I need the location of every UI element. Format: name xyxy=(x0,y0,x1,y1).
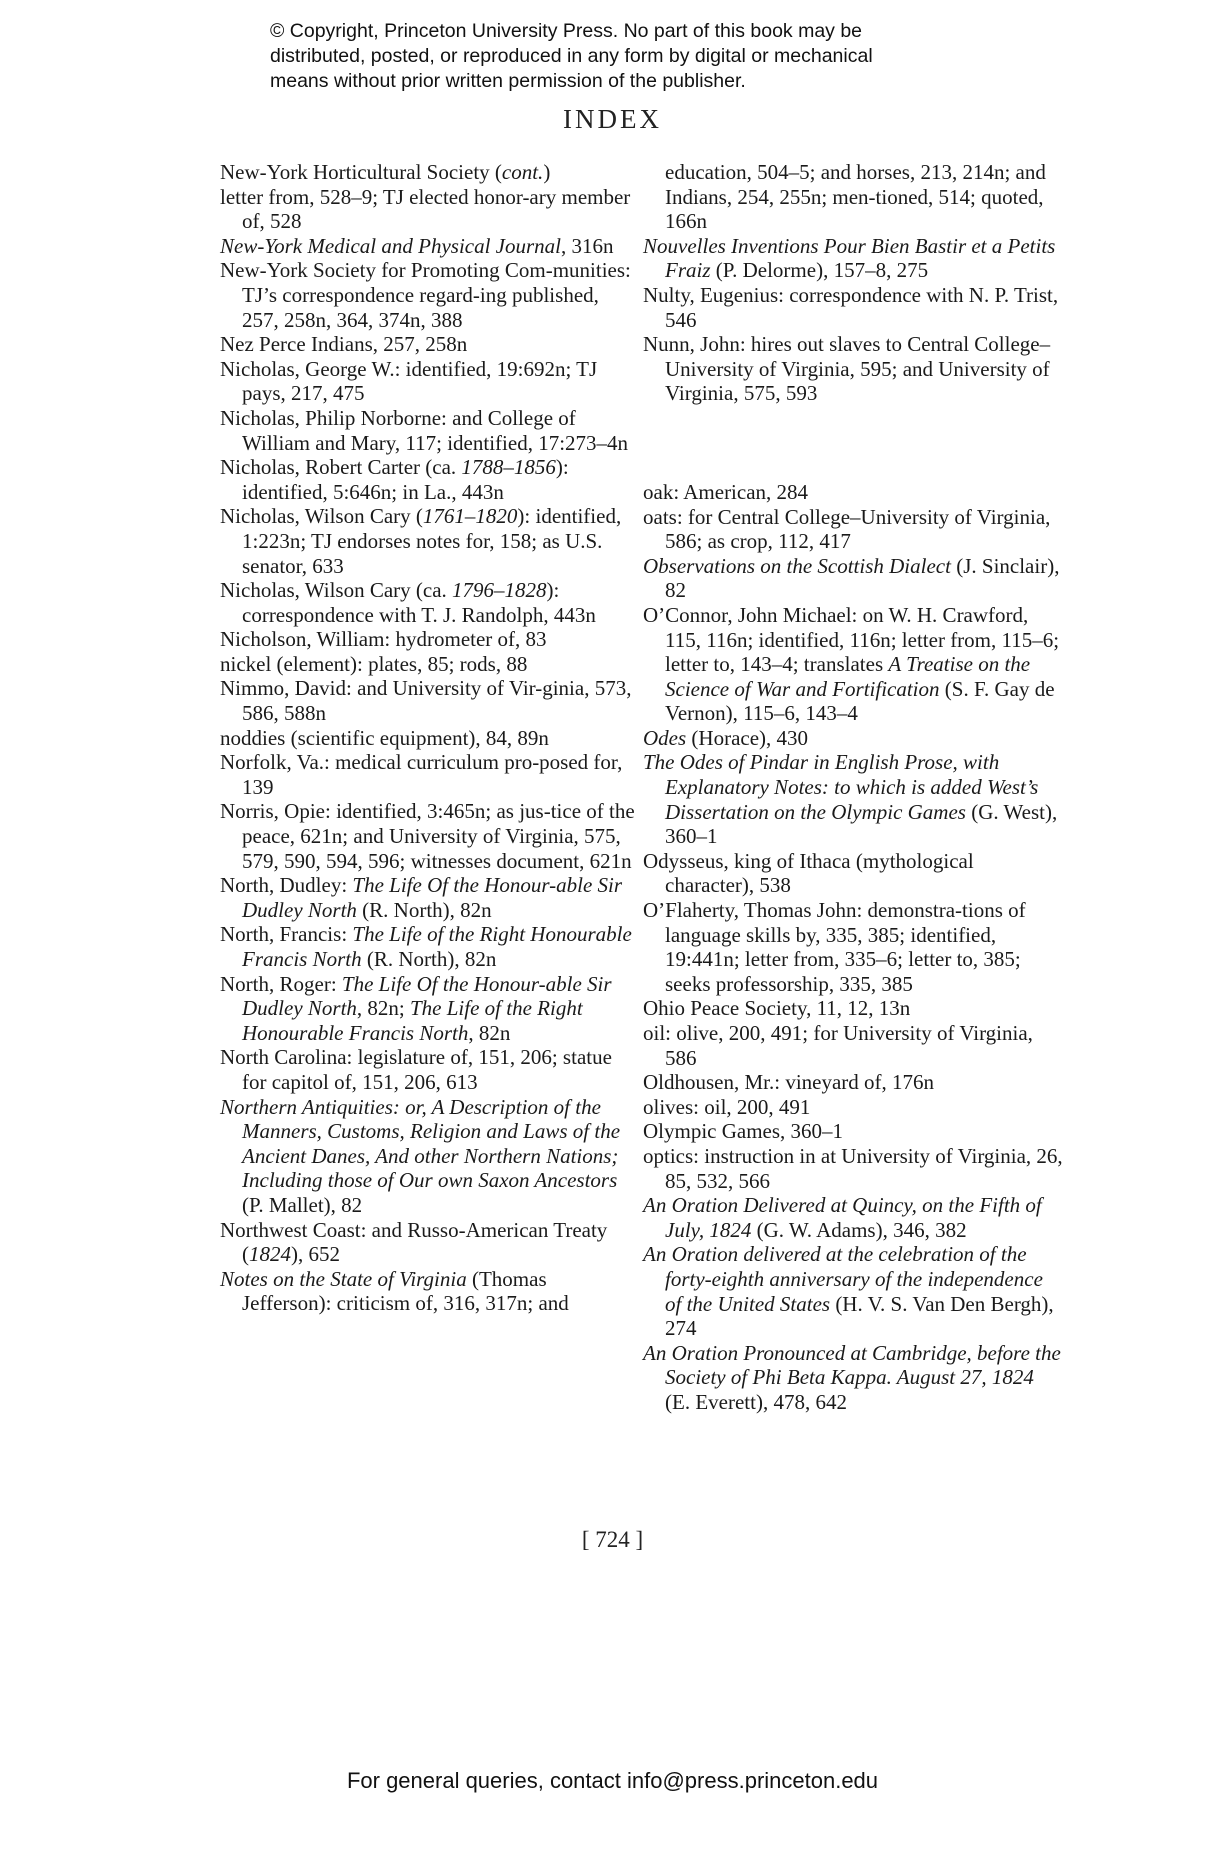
entry-text: oats: for Central College–University of Virginia, 586; as crop, 112, 417 xyxy=(643,504,1051,554)
entry-text: (G. W. Adams), 346, 382 xyxy=(751,1217,967,1242)
index-entry xyxy=(643,1341,1063,1415)
entry-text: New-York Horticultural Society ( xyxy=(220,160,502,184)
entry-title-italic: The Life of the Right Honourable Francis North xyxy=(242,996,583,1045)
index-entry xyxy=(220,455,640,504)
entry-title-italic: cont. xyxy=(501,160,544,184)
entry-text: oil: olive, 200, 491; for University of Virginia, 586 xyxy=(643,1021,1033,1070)
section-divider xyxy=(643,406,1063,480)
entry-text: ): identified, 1:223n; TJ endorses notes for, 158; as U.S. senator, 633 xyxy=(242,504,622,578)
index-entry xyxy=(643,1119,1063,1144)
entry-title-italic: 1788–1856 xyxy=(461,455,556,480)
entry-text: New-York Society for Promoting Com-munities: TJ’s correspondence regard-ing published, 257, 258n, 364, 374n, 388 xyxy=(220,258,631,332)
entry-text: ): identified, 5:646n; in La., 443n xyxy=(242,455,569,504)
index-entry xyxy=(220,1218,640,1267)
index-entry xyxy=(220,750,640,799)
entry-text: (G. West), 360–1 xyxy=(665,799,1058,849)
index-section-n xyxy=(643,234,1063,406)
entry-text: Nez Perce Indians, 257, 258n xyxy=(220,332,468,357)
index-entry xyxy=(643,603,1063,726)
index-entry xyxy=(643,726,1063,751)
entry-title-italic: Observations on the Scottish Dialect xyxy=(643,553,951,578)
copyright-line-1: © Copyright, Princeton University Press. No part of this book may be xyxy=(270,20,863,42)
index-entry xyxy=(220,160,640,185)
entry-text: Olympic Games, 360–1 xyxy=(643,1119,844,1144)
index-entry xyxy=(220,873,640,922)
index-entry xyxy=(643,898,1063,996)
index-entry xyxy=(220,332,640,357)
entry-title-italic: The Life of the Right Honourable Francis North xyxy=(242,922,632,971)
page-number: [ 724 ] xyxy=(581,1527,644,1552)
index-entry xyxy=(643,283,1063,332)
entry-text: O’Flaherty, Thomas John: demonstra-tions of language skills by, 335, 385; identified, 19:441n; letter from, 335–6; letter to, 385; seeks professorship, 335, 385 xyxy=(643,898,1026,996)
index-entry xyxy=(220,1095,640,1218)
index-entry xyxy=(220,1045,640,1094)
entry-text: letter from, 528–9; TJ elected honor-ary member of, 528 xyxy=(220,184,631,234)
entry-text: North Carolina: legislature of, 151, 206; statue for capitol of, 151, 206, 613 xyxy=(220,1045,612,1094)
index-entry xyxy=(220,406,640,455)
entry-text: (R. North), 82n xyxy=(361,947,497,971)
copyright-line-3: means without prior written permission of the publisher. xyxy=(270,70,746,92)
entry-text: (H. V. S. Van Den Bergh), 274 xyxy=(665,1291,1054,1341)
entry-text: Nicholas, Wilson Cary ( xyxy=(220,504,423,529)
index-column-right xyxy=(643,160,1063,1415)
entry-text: (R. North), 82n xyxy=(356,897,492,922)
index-entry xyxy=(220,504,640,578)
entry-text: oak: American, 284 xyxy=(643,479,809,504)
index-entry xyxy=(220,676,640,725)
entry-text: (P. Mallet), 82 xyxy=(242,1192,363,1217)
entry-text: (S. F. Gay de Vernon), 115–6, 143–4 xyxy=(665,676,1055,726)
entry-title-italic: 1796–1828 xyxy=(452,578,547,603)
index-entry xyxy=(643,480,1063,505)
entry-text: Norfolk, Va.: medical curriculum pro-posed for, 139 xyxy=(220,750,623,799)
entry-title-italic: 1824 xyxy=(249,1242,291,1267)
entry-text: Nunn, John: hires out slaves to Central College–University of Virginia, 595; and University of Virginia, 575, 593 xyxy=(643,332,1051,406)
entry-text: olives: oil, 200, 491 xyxy=(643,1094,811,1119)
index-section-o xyxy=(643,480,1063,1415)
entry-text: North, Dudley: xyxy=(220,873,353,898)
index-entry xyxy=(643,996,1063,1021)
entry-title-italic: The Odes of Pindar in English Prose, with Explanatory Notes: to which is added West’s Dissertation on the Olympic Games xyxy=(643,750,1039,824)
entry-text: (J. Sinclair), 82 xyxy=(665,553,1060,603)
entry-title-italic: Northern Antiquities: or, A Description of the Manners, Customs, Religion and Laws of the Ancient Danes, And other Northern Nations; Including those of Our own Saxon Ancestors xyxy=(220,1094,621,1193)
entry-text: Nulty, Eugenius: correspondence with N. P. Trist, 546 xyxy=(643,282,1059,332)
entry-text: Nicholas, Wilson Cary (ca. xyxy=(220,578,453,603)
entry-text: , 82n xyxy=(468,1020,511,1045)
index-entry xyxy=(220,357,640,406)
index-entry xyxy=(643,332,1063,406)
index-entry xyxy=(643,505,1063,554)
entry-text: noddies (scientific equipment), 84, 89n xyxy=(220,725,549,750)
entry-text: Norris, Opie: identified, 3:465n; as jus-tice of the peace, 621n; and University of Virginia, 575, 579, 590, 594, 596; witnesses document, 621n xyxy=(220,799,635,873)
index-entry xyxy=(220,652,640,677)
index-column-left xyxy=(220,160,640,1316)
index-entry xyxy=(220,185,640,234)
entry-text: ): correspondence with T. J. Randolph, 443n xyxy=(242,578,596,627)
index-entry-continuation: education, 504–5; and horses, 213, 214n; and Indians, 254, 255n; men-tioned, 514; quoted, 166n xyxy=(665,160,1046,234)
index-entry xyxy=(643,750,1063,848)
index-entry xyxy=(220,578,640,627)
entry-text: ) xyxy=(543,160,551,184)
entry-text: Odysseus, king of Ithaca (mythological character), 538 xyxy=(643,848,974,898)
entry-text: O’Connor, John Michael: on W. H. Crawford, 115, 116n; identified, 116n; letter from, 115–6; letter to, 143–4; translates xyxy=(643,602,1060,677)
index-entry xyxy=(643,1095,1063,1120)
entry-text: ), 652 xyxy=(291,1242,340,1267)
entry-text: North, Francis: xyxy=(220,922,353,947)
entry-title-italic: The Life Of the Honour-able Sir Dudley North xyxy=(242,971,612,1021)
entry-text: Nicholson, William: hydrometer of, 83 xyxy=(220,627,547,652)
entry-text: (E. Everett), 478, 642 xyxy=(665,1389,847,1414)
index-entry xyxy=(643,1144,1063,1193)
index-entry xyxy=(220,922,640,971)
entry-title-italic: A Treatise on the Science of War and Fortification xyxy=(665,652,1031,701)
copyright-notice xyxy=(270,19,990,94)
entry-text: (Thomas Jefferson): criticism of, 316, 317n; and xyxy=(242,1266,569,1316)
index-entry xyxy=(643,1070,1063,1095)
index-entry xyxy=(643,554,1063,603)
entry-title-italic: The Life Of the Honour-able Sir Dudley North xyxy=(242,873,623,922)
entry-text: North, Roger: xyxy=(220,971,342,996)
index-entry xyxy=(220,258,640,332)
index-entry xyxy=(220,799,640,873)
entry-title-italic: An Oration Pronounced at Cambridge, before the Society of Phi Beta Kappa. August 27, 1824 xyxy=(643,1340,1061,1390)
index-entry xyxy=(220,627,640,652)
index-entry xyxy=(643,849,1063,898)
index-entry xyxy=(220,726,640,751)
index-entry xyxy=(643,1021,1063,1070)
index-entry xyxy=(643,1242,1063,1340)
entry-title-italic: Odes xyxy=(643,725,687,750)
entry-text: Nicholas, George W.: identified, 19:692n; TJ pays, 217, 475 xyxy=(220,356,598,406)
index-entry xyxy=(220,1267,640,1316)
index-entry xyxy=(220,234,640,259)
entry-text: Oldhousen, Mr.: vineyard of, 176n xyxy=(643,1070,935,1095)
entry-text: (Horace), 430 xyxy=(686,725,809,750)
entry-text: Nimmo, David: and University of Vir-ginia, 573, 586, 588n xyxy=(220,676,632,726)
entry-text: , 82n; xyxy=(356,996,410,1021)
index-entry xyxy=(220,972,640,1046)
entry-title-italic: An Oration Delivered at Quincy, on the Fifth of July, 1824 xyxy=(643,1193,1042,1242)
entry-text: Nicholas, Philip Norborne: and College of William and Mary, 117; identified, 17:273–4n xyxy=(220,405,629,455)
entry-title-italic: Nouvelles Inventions Pour Bien Bastir et a Petits Fraiz xyxy=(643,233,1056,283)
entry-text: , 316n xyxy=(561,233,614,258)
entry-text: Ohio Peace Society, 11, 12, 13n xyxy=(643,996,911,1021)
entry-text: Nicholas, Robert Carter (ca. xyxy=(220,455,462,480)
entry-title-italic: An Oration delivered at the celebration of the forty-eighth anniversary of the independence of the United States xyxy=(643,1242,1043,1316)
entry-title-italic: 1761–1820 xyxy=(422,504,518,529)
entry-title-italic: Notes on the State of Virginia xyxy=(220,1266,467,1291)
page-title: INDEX xyxy=(563,104,662,134)
index-entry xyxy=(643,1193,1063,1242)
entry-text: (P. Delorme), 157–8, 275 xyxy=(710,258,929,283)
entry-text: Northwest Coast: and Russo-American Treaty ( xyxy=(220,1217,608,1267)
copyright-line-2: distributed, posted, or reproduced in any form by digital or mechanical xyxy=(270,45,873,67)
entry-title-italic: New-York Medical and Physical Journal xyxy=(220,233,562,258)
index-entry xyxy=(643,234,1063,283)
entry-text: optics: instruction in at University of Virginia, 26, 85, 532, 566 xyxy=(643,1143,1063,1193)
footer-contact: For general queries, contact info@press.princeton.edu xyxy=(346,1768,879,1793)
entry-text: nickel (element): plates, 85; rods, 88 xyxy=(220,651,528,676)
